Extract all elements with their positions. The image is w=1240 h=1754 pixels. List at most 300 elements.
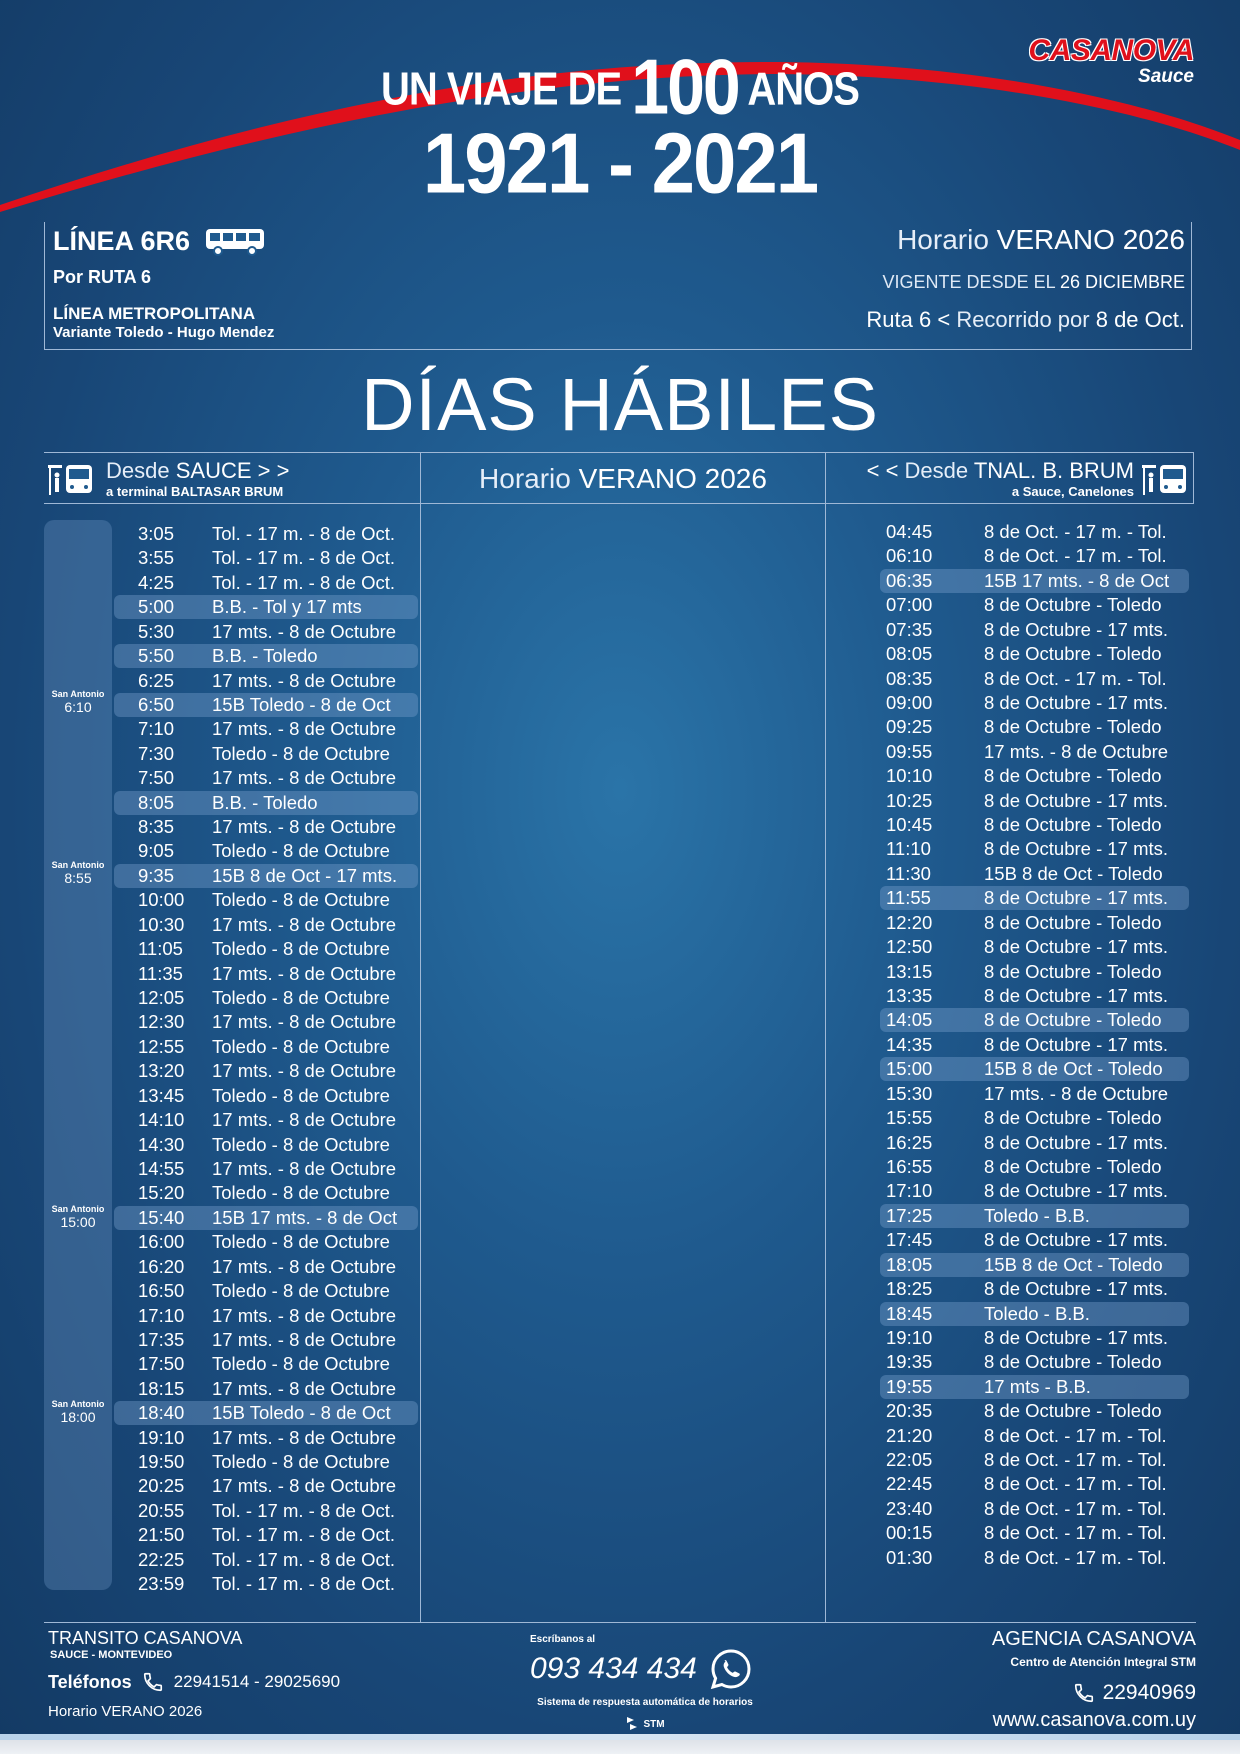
route-description: Toledo - 8 de Octubre	[212, 1182, 390, 1204]
route-note-c: Recorrido por	[956, 307, 1090, 332]
phone-icon	[142, 1671, 164, 1693]
route-description: 17 mts - B.B.	[984, 1375, 1091, 1397]
departure-time: 19:10	[138, 1426, 185, 1448]
route-description: 15B Toledo - 8 de Oct	[212, 1402, 391, 1424]
schedule-row	[114, 522, 418, 546]
from-sauce-schedule	[114, 522, 418, 1597]
route-description: Tol. - 17 m. - 8 de Oct.	[212, 1499, 396, 1521]
route-description: 8 de Oct. - 17 m. - Tol.	[984, 1424, 1167, 1446]
route-description: 8 de Octubre - 17 mts.	[984, 691, 1169, 713]
route-description: 17 mts. - 8 de Octubre	[984, 1082, 1169, 1104]
schedule-row	[114, 1059, 418, 1083]
route-description: B.B. - Tol y 17 mts	[212, 596, 362, 618]
schedule-row	[114, 1572, 418, 1596]
line-title	[53, 226, 274, 257]
route-description: Toledo - 8 de Octubre	[212, 1353, 390, 1375]
route-description: 17 mts. - 8 de Octubre	[212, 669, 397, 691]
schedule-row	[114, 669, 418, 693]
schedule-row	[114, 620, 418, 644]
route-description: 17 mts. - 8 de Octubre	[212, 1255, 397, 1277]
san-antonio-time: 6:10	[64, 699, 92, 715]
metro-label: LÍNEA METROPOLITANA	[53, 304, 256, 323]
schedule-row	[880, 813, 1189, 837]
route-description: 8 de Octubre - Toledo	[984, 765, 1162, 787]
departure-time: 00:15	[886, 1522, 933, 1544]
route-description: 15B 8 de Oct - Toledo	[984, 862, 1163, 884]
departure-time: 11:10	[886, 838, 931, 860]
route-description: 8 de Octubre - 17 mts.	[984, 1326, 1169, 1348]
route-description: 15B 17 mts. - 8 de Oct	[984, 569, 1170, 591]
write-us-label: Escríbanos al	[530, 1634, 596, 1645]
route-description: 8 de Octubre - Toledo	[984, 716, 1162, 738]
schedule-row	[880, 618, 1189, 642]
departure-time: 20:35	[886, 1400, 933, 1422]
schedule-row	[880, 642, 1189, 666]
departure-time: 11:05	[138, 938, 183, 960]
departure-time: 19:35	[886, 1351, 933, 1373]
route-description: 8 de Octubre - Toledo	[984, 1009, 1162, 1031]
footer-schedule-prefix: Horario	[48, 1703, 98, 1720]
departure-time: 16:55	[886, 1155, 933, 1177]
route-description: Toledo - 8 de Octubre	[212, 1280, 390, 1302]
route-description: 8 de Octubre - 17 mts.	[984, 1278, 1169, 1300]
agency-sub: Centro de Atención Integral STM	[1010, 1655, 1196, 1669]
departure-time: 8:35	[138, 816, 175, 838]
route-description: 17 mts. - 8 de Octubre	[212, 620, 397, 642]
san-antonio-label	[44, 1400, 112, 1424]
stm-text: STM	[643, 1718, 665, 1730]
schedule-row	[114, 1352, 418, 1376]
schedule-row	[114, 1084, 418, 1108]
schedule-row	[880, 1546, 1189, 1570]
schedule-row	[114, 962, 418, 986]
company-name: TRANSITO CASANOVA	[48, 1628, 243, 1648]
schedule-row	[880, 1521, 1189, 1545]
valid-prefix: VIGENTE DESDE EL	[882, 272, 1055, 292]
table-bottom-line	[44, 1622, 1196, 1623]
schedule-row	[114, 1133, 418, 1157]
route-description: 17 mts. - 8 de Octubre	[212, 1475, 397, 1497]
departure-time: 06:35	[886, 569, 933, 591]
schedule-row	[114, 1304, 418, 1328]
san-antonio-time: 8:55	[64, 870, 92, 886]
departure-time: 16:00	[138, 1231, 185, 1253]
departure-time: 14:10	[138, 1109, 185, 1131]
schedule-row	[880, 984, 1189, 1008]
route-description: 8 de Octubre - Toledo	[984, 814, 1162, 836]
stm-logo	[530, 1716, 760, 1732]
schedule-row	[880, 1424, 1189, 1448]
schedule-row	[880, 593, 1189, 617]
schedule-row	[880, 789, 1189, 813]
departure-time: 14:30	[138, 1133, 185, 1155]
schedule-row	[880, 520, 1189, 544]
departure-time: 10:25	[886, 789, 933, 811]
departure-time: 4:25	[138, 571, 175, 593]
brand-name: CASANOVA	[1028, 34, 1194, 67]
route-description: Toledo - 8 de Octubre	[212, 1035, 390, 1057]
departure-time: 18:05	[886, 1253, 933, 1275]
departure-time: 20:55	[138, 1499, 185, 1521]
schedule-row	[880, 1204, 1189, 1228]
route-description: 8 de Octubre - 17 mts.	[984, 838, 1169, 860]
table-header-line	[44, 503, 1194, 504]
years-banner: 1921 - 2021	[422, 114, 818, 212]
from-brum-arrows: < <	[866, 458, 899, 483]
schedule-row	[880, 1228, 1189, 1252]
route-description: 8 de Octubre - 17 mts.	[984, 1180, 1169, 1202]
schedule-row	[114, 717, 418, 741]
route-description: 8 de Octubre - Toledo	[984, 643, 1162, 665]
departure-time: 17:10	[886, 1180, 933, 1202]
departure-time: 19:55	[886, 1375, 933, 1397]
route-description: 8 de Octubre - Toledo	[984, 1400, 1162, 1422]
schedule-row	[114, 839, 418, 863]
route-description: 17 mts. - 8 de Octubre	[212, 1060, 397, 1082]
table-divider-left	[420, 452, 421, 1622]
route-description: 17 mts. - 8 de Octubre	[212, 962, 397, 984]
departure-time: 7:30	[138, 742, 175, 764]
departure-time: 12:50	[886, 936, 933, 958]
schedule-row	[114, 1450, 418, 1474]
schedule-row	[114, 937, 418, 961]
departure-time: 04:45	[886, 521, 933, 542]
variant-label: Variante Toledo - Hugo Mendez	[53, 324, 275, 341]
departure-time: 15:20	[138, 1182, 185, 1204]
schedule-row	[114, 742, 418, 766]
from-brum-place: TNAL. B. BRUM	[973, 458, 1134, 483]
departure-time: 11:35	[138, 962, 183, 984]
schedule-row	[880, 1179, 1189, 1203]
schedule-row	[114, 693, 418, 717]
footer-company	[48, 1628, 340, 1720]
schedule-season: VERANO 2026	[996, 224, 1185, 255]
route-description: 8 de Octubre - 17 mts.	[984, 1229, 1169, 1251]
departure-time: 17:10	[138, 1304, 185, 1326]
schedule-prefix: Horario	[897, 224, 989, 255]
departure-time: 11:55	[886, 887, 931, 909]
departure-time: 08:05	[886, 643, 933, 665]
line-info-left	[53, 226, 274, 341]
departure-time: 15:00	[886, 1058, 933, 1080]
route-description: 8 de Octubre - Toledo	[984, 1107, 1162, 1129]
route-description: Toledo - 8 de Octubre	[212, 840, 390, 862]
route-description: 17 mts. - 8 de Octubre	[212, 816, 397, 838]
route-description: 15B 17 mts. - 8 de Oct	[212, 1206, 398, 1228]
route-note-d: 8 de Oct.	[1095, 307, 1185, 332]
schedule-row	[880, 886, 1189, 910]
agency-phone: 22940969	[1102, 1681, 1196, 1704]
schedule-row	[114, 546, 418, 570]
from-sauce-arrows: > >	[257, 458, 290, 483]
departure-time: 20:25	[138, 1475, 185, 1497]
route-description: Tol. - 17 m. - 8 de Oct.	[212, 523, 396, 544]
san-antonio-label	[44, 690, 112, 714]
departure-time: 9:35	[138, 864, 175, 886]
whatsapp-number: 093 434 434	[530, 1652, 697, 1685]
departure-time: 12:20	[886, 911, 933, 933]
route-description: Tol. - 17 m. - 8 de Oct.	[212, 571, 396, 593]
trip-number: 100	[631, 43, 739, 131]
phones-label: Teléfonos	[48, 1671, 132, 1692]
departure-time: 13:45	[138, 1084, 185, 1106]
departure-time: 18:45	[886, 1302, 933, 1324]
schedule-row	[880, 1008, 1189, 1032]
departure-time: 14:55	[138, 1157, 185, 1179]
schedule-row	[880, 1326, 1189, 1350]
route-description: 15B 8 de Oct - 17 mts.	[212, 864, 398, 886]
san-antonio-label-text: San Antonio	[51, 860, 105, 870]
from-sauce-place: SAUCE	[175, 458, 252, 483]
departure-time: 07:35	[886, 618, 933, 640]
departure-time: 9:05	[138, 840, 175, 862]
departure-time: 01:30	[886, 1546, 933, 1568]
schedule-title	[866, 224, 1185, 256]
line-number: LÍNEA 6R6	[53, 226, 191, 256]
departure-time: 21:50	[138, 1524, 185, 1546]
schedule-row	[114, 1157, 418, 1181]
from-brum-sub: a Sauce, Canelones	[1011, 484, 1134, 499]
departure-time: 10:00	[138, 889, 185, 911]
departure-time: 6:25	[138, 669, 175, 691]
route-label: Por RUTA 6	[53, 267, 152, 287]
route-description: 8 de Octubre - 17 mts.	[984, 789, 1169, 811]
route-description: 17 mts. - 8 de Octubre	[212, 767, 397, 789]
departure-time: 7:10	[138, 718, 175, 740]
bus-stop-icon	[1140, 461, 1190, 497]
middle-season: VERANO 2026	[578, 463, 767, 494]
table-top-line	[44, 452, 1194, 453]
route-description: 17 mts. - 8 de Octubre	[212, 718, 397, 740]
route-description: 17 mts. - 8 de Octubre	[212, 1011, 397, 1033]
route-description: 8 de Oct. - 17 m. - Tol.	[984, 667, 1167, 689]
departure-time: 13:15	[886, 960, 933, 982]
departure-time: 8:05	[138, 791, 175, 813]
route-description: 8 de Octubre - 17 mts.	[984, 618, 1169, 640]
departure-time: 22:45	[886, 1473, 933, 1495]
schedule-row	[880, 1082, 1189, 1106]
whatsapp-row	[530, 1647, 770, 1691]
route-description: 15B 8 de Oct - Toledo	[984, 1253, 1163, 1275]
stm-logo-icon	[625, 1716, 639, 1732]
route-description: 8 de Oct. - 17 m. - Tol.	[984, 545, 1167, 567]
schedule-row	[880, 911, 1189, 935]
schedule-row	[114, 791, 418, 815]
departure-time: 16:25	[886, 1131, 933, 1153]
schedule-row	[880, 667, 1189, 691]
departure-time: 14:05	[886, 1009, 933, 1031]
route-description: Toledo - B.B.	[984, 1204, 1090, 1226]
website-link[interactable]: www.casanova.com.uy	[992, 1709, 1196, 1731]
from-brum-schedule	[880, 520, 1189, 1570]
brand-sub: Sauce	[1138, 66, 1194, 87]
from-brum-title	[867, 458, 1134, 484]
departure-time: 10:10	[886, 765, 933, 787]
schedule-row	[880, 715, 1189, 739]
from-sauce-prefix: Desde	[106, 458, 170, 483]
route-description: 8 de Oct. - 17 m. - Tol.	[984, 1522, 1167, 1544]
route-description: 17 mts. - 8 de Octubre	[212, 1328, 397, 1350]
schedule-row	[114, 1548, 418, 1572]
valid-line	[866, 272, 1185, 293]
schedule-row	[114, 1181, 418, 1205]
departure-time: 3:55	[138, 547, 175, 569]
departure-time: 12:05	[138, 987, 185, 1009]
route-description: Tol. - 17 m. - 8 de Oct.	[212, 1573, 396, 1595]
schedule-row	[880, 1448, 1189, 1472]
schedule-row	[880, 764, 1189, 788]
route-description: 17 mts. - 8 de Octubre	[212, 1304, 397, 1326]
route-description: B.B. - Toledo	[212, 645, 318, 667]
schedule-row	[880, 1472, 1189, 1496]
route-note	[866, 307, 1185, 333]
schedule-row	[880, 1155, 1189, 1179]
departure-time: 23:59	[138, 1573, 185, 1595]
schedule-row	[880, 1253, 1189, 1277]
route-note-b: <	[937, 307, 951, 332]
departure-time: 3:05	[138, 523, 175, 544]
san-antonio-label-text: San Antonio	[51, 1399, 105, 1409]
route-description: 8 de Octubre - 17 mts.	[984, 1033, 1169, 1055]
schedule-row	[114, 1035, 418, 1059]
agency-phone-row	[992, 1681, 1196, 1705]
schedule-row	[880, 1350, 1189, 1374]
departure-time: 12:55	[138, 1035, 185, 1057]
san-antonio-time: 18:00	[60, 1409, 96, 1425]
valid-date: 26 DICIEMBRE	[1059, 272, 1185, 292]
departure-time: 17:35	[138, 1328, 185, 1350]
route-description: 8 de Octubre - Toledo	[984, 594, 1162, 616]
schedule-row	[880, 1497, 1189, 1521]
departure-time: 06:10	[886, 545, 933, 567]
san-antonio-label-text: San Antonio	[51, 689, 105, 699]
departure-time: 16:20	[138, 1255, 185, 1277]
san-antonio-label-text: San Antonio	[51, 1204, 105, 1214]
from-brum-prefix: Desde	[904, 458, 969, 483]
route-description: Toledo - B.B.	[984, 1302, 1090, 1324]
route-description: Toledo - 8 de Octubre	[212, 1451, 390, 1473]
schedule-row	[114, 913, 418, 937]
route-description: Toledo - 8 de Octubre	[212, 987, 390, 1009]
route-description: Tol. - 17 m. - 8 de Oct.	[212, 1548, 396, 1570]
departure-time: 19:50	[138, 1451, 185, 1473]
schedule-row	[880, 1106, 1189, 1130]
departure-time: 14:35	[886, 1033, 933, 1055]
route-description: Tol. - 17 m. - 8 de Oct.	[212, 547, 396, 569]
schedule-row	[114, 1230, 418, 1254]
route-note-a: Ruta 6	[866, 307, 932, 332]
trip-suffix: AÑOS	[747, 64, 859, 115]
route-description: Toledo - 8 de Octubre	[212, 1133, 390, 1155]
schedule-row	[114, 1328, 418, 1352]
departure-time: 23:40	[886, 1497, 933, 1519]
auto-system-label: Sistema de respuesta automática de horarios	[537, 1697, 753, 1708]
footer-schedule	[48, 1703, 340, 1720]
departure-time: 5:50	[138, 645, 175, 667]
schedule-row	[114, 1108, 418, 1132]
footer-whatsapp	[530, 1634, 770, 1732]
schedule-row	[880, 691, 1189, 715]
route-description: Toledo - 8 de Octubre	[212, 938, 390, 960]
column-header-from-brum	[826, 455, 1194, 503]
brand-logo	[1029, 34, 1194, 88]
company-sub: SAUCE - MONTEVIDEO	[50, 1649, 173, 1661]
schedule-row	[880, 1057, 1189, 1081]
schedule-row	[114, 1377, 418, 1401]
schedule-row	[114, 1499, 418, 1523]
line-info-right	[866, 224, 1185, 333]
schedule-row	[114, 1523, 418, 1547]
schedule-row	[880, 1131, 1189, 1155]
departure-time: 07:00	[886, 594, 933, 616]
route-description: Toledo - 8 de Octubre	[212, 1084, 390, 1106]
departure-time: 5:00	[138, 596, 175, 618]
departure-time: 10:45	[886, 814, 933, 836]
schedule-row	[880, 1399, 1189, 1423]
route-description: 8 de Oct. - 17 m. - Tol.	[984, 521, 1167, 542]
schedule-row	[114, 595, 418, 619]
route-description: 8 de Octubre - 17 mts.	[984, 887, 1169, 909]
departure-time: 5:30	[138, 620, 175, 642]
schedule-row	[880, 1302, 1189, 1326]
route-description: 17 mts. - 8 de Octubre	[984, 740, 1169, 762]
schedule-row	[114, 986, 418, 1010]
departure-time: 21:20	[886, 1424, 933, 1446]
departure-time: 19:10	[886, 1326, 933, 1348]
footer-agency	[992, 1628, 1196, 1732]
schedule-row	[114, 1010, 418, 1034]
schedule-row	[880, 935, 1189, 959]
schedule-row	[880, 1277, 1189, 1301]
route-description: 15B 8 de Oct - Toledo	[984, 1058, 1163, 1080]
from-sauce-title	[106, 458, 289, 484]
departure-time: 16:50	[138, 1280, 185, 1302]
san-antonio-bar	[44, 520, 112, 1590]
schedule-row	[114, 888, 418, 912]
route-description: 8 de Octubre - Toledo	[984, 911, 1162, 933]
route-description: 17 mts. - 8 de Octubre	[212, 1377, 397, 1399]
route-description: 8 de Oct. - 17 m. - Tol.	[984, 1449, 1167, 1471]
route-description: 8 de Octubre - Toledo	[984, 960, 1162, 982]
departure-time: 08:35	[886, 667, 933, 689]
table-divider-right	[825, 452, 826, 1622]
trip-prefix: UN VIAJE DE	[381, 64, 622, 115]
footer-schedule-season: VERANO 2026	[101, 1703, 203, 1720]
route-description: Toledo - 8 de Octubre	[212, 889, 390, 911]
route-description: 8 de Octubre - Toledo	[984, 1155, 1162, 1177]
route-description: Toledo - 8 de Octubre	[212, 742, 390, 764]
route-description: Tol. - 17 m. - 8 de Oct.	[212, 1524, 396, 1546]
departure-time: 13:35	[886, 985, 933, 1007]
departure-time: 17:45	[886, 1229, 933, 1251]
san-antonio-time: 15:00	[60, 1214, 96, 1230]
route-description: 17 mts. - 8 de Octubre	[212, 913, 397, 935]
departure-time: 18:25	[886, 1278, 933, 1300]
schedule-row	[880, 544, 1189, 568]
route-description: 8 de Octubre - 17 mts.	[984, 985, 1169, 1007]
route-description: 8 de Oct. - 17 m. - Tol.	[984, 1497, 1167, 1519]
san-antonio-label	[44, 1205, 112, 1229]
schedule-row	[114, 1474, 418, 1498]
schedule-row	[880, 862, 1189, 886]
bus-icon	[204, 227, 266, 257]
schedule-row	[880, 740, 1189, 764]
route-description: Toledo - 8 de Octubre	[212, 1231, 390, 1253]
schedule-row	[114, 644, 418, 668]
middle-prefix: Horario	[479, 463, 571, 494]
departure-time: 7:50	[138, 767, 175, 789]
bus-stop-icon	[46, 461, 96, 497]
